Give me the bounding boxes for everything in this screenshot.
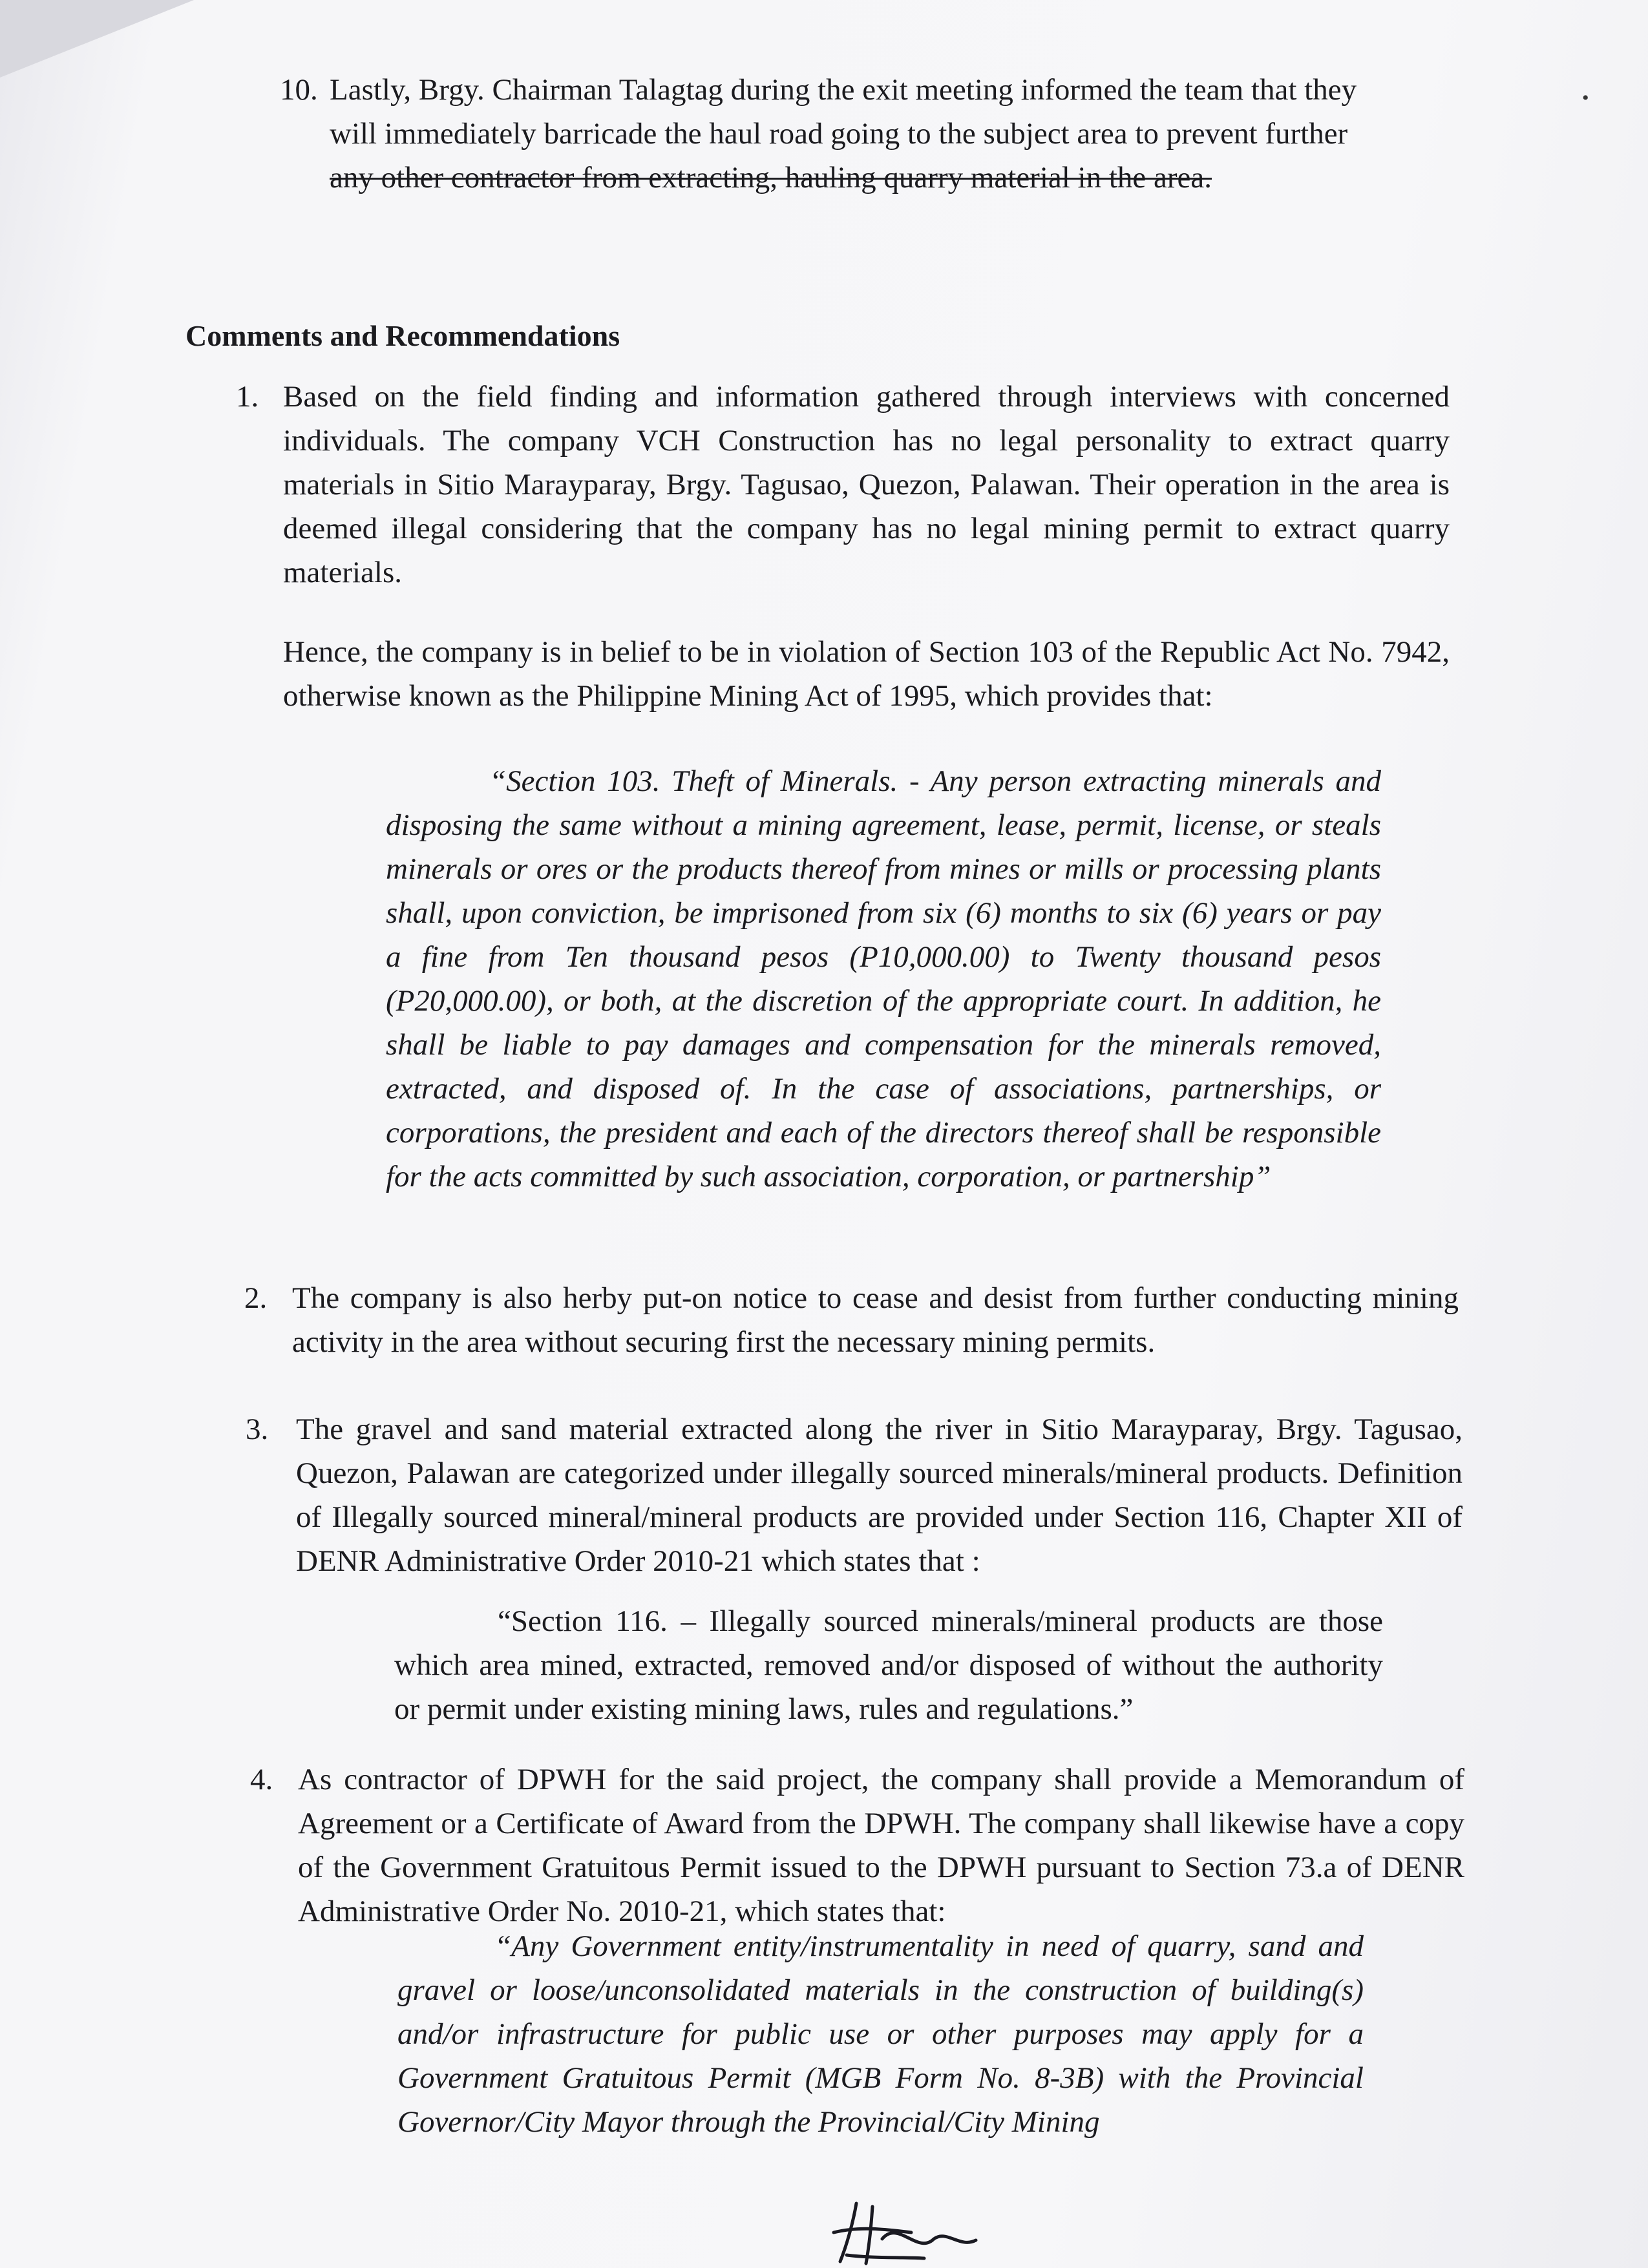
rec-2-text: The company is also herby put-on notice to cease and desist from further conducting mining activity in the area without securing first the necessary mining permits.	[292, 1281, 1459, 1359]
rec-1-quote-section-103: “Section 103. Theft of Minerals. - Any person extracting minerals and disposing the same without a mining agreement, lease, permit, license, or steals minerals or ores or the products thereof from mines or mills or processing plants shall, upon conviction, be imprisoned from six (6) months to six (6) years or pay a fine from Ten thousand pesos (P10,000.00) to Twenty thousand pesos (P20,000.00), or both, at the discretion of the appropriate court. In addition, he shall be liable to pay damages and compensation for the minerals removed, extracted, and disposed of. In the case of associations, partnerships, or corporations, the president and each of the directors thereof shall be responsible for the acts committed by such association, corporation, or partnership”	[386, 764, 1381, 1193]
rec-3-text: The gravel and sand material extracted along the river in Sitio Marayparay, Brgy. Tagusao, Quezon, Palawan are categorized under illegally sourced minerals/mineral products. Definition of Illegally sourced mineral/mineral products are provided under Section 116, Chapter XII of DENR Administrative Order 2010-21 which states that :	[296, 1412, 1463, 1578]
rec-1-text: Based on the field finding and information gathered through interviews with concerned individuals. The company VCH Construction has no legal personality to extract quarry materials in Sitio Marayparay, Brgy. Tagusao, Quezon, Palawan. Their operation in the area is deemed illegal considering that the company has no legal mining permit to extract quarry materials.	[283, 380, 1450, 589]
item-10-line-2: will immediately barricade the haul road going to the subject area to prevent further	[330, 117, 1348, 151]
item-10-number: 10.	[280, 73, 318, 107]
item-10-line-3: any other contractor from extracting, hauling quarry material in the area.	[330, 161, 1212, 194]
scan-speck: •	[1582, 87, 1589, 109]
rec-3-number: 3.	[246, 1412, 269, 1446]
rec-3-quote-section-116: “Section 116. – Illegally sourced minerals/mineral products are those which area mined, extracted, removed and/or disposed of without the authority or permit under existing mining laws, rules and regulations.”	[394, 1604, 1383, 1726]
rec-4-number: 4.	[250, 1763, 273, 1796]
rec-4-quote-section-73a: “Any Government entity/instrumentality in need of quarry, sand and gravel or loose/unconsolidated materials in the construction of building(s) and/or infrastructure for public use or other purposes may apply for a Government Gratuitous Permit (MGB Form No. 8-3B) with the Provincial Governor/City Mayor through the Provincial/City Mining	[397, 1929, 1364, 2139]
rec-1-number: 1.	[236, 380, 259, 414]
handwritten-initials	[821, 2194, 989, 2268]
rec-2-number: 2.	[244, 1281, 268, 1315]
item-10-line-1: Lastly, Brgy. Chairman Talagtag during the exit meeting informed the team that they	[330, 73, 1357, 107]
section-heading: Comments and Recommendations	[185, 319, 620, 352]
rec-4-text: As contractor of DPWH for the said project, the company shall provide a Memorandum of Agreement or a Certificate of Award from the DPWH. The company shall likewise have a copy of the Government Gratuitous Permit issued to the DPWH pursuant to Section 73.a of DENR Administrative Order No. 2010-21, which states that:	[298, 1763, 1464, 1928]
rec-1-hence: Hence, the company is in belief to be in violation of Section 103 of the Republic Act No. 7942, otherwise known as the Philippine Mining Act of 1995, which provides that:	[283, 635, 1450, 713]
